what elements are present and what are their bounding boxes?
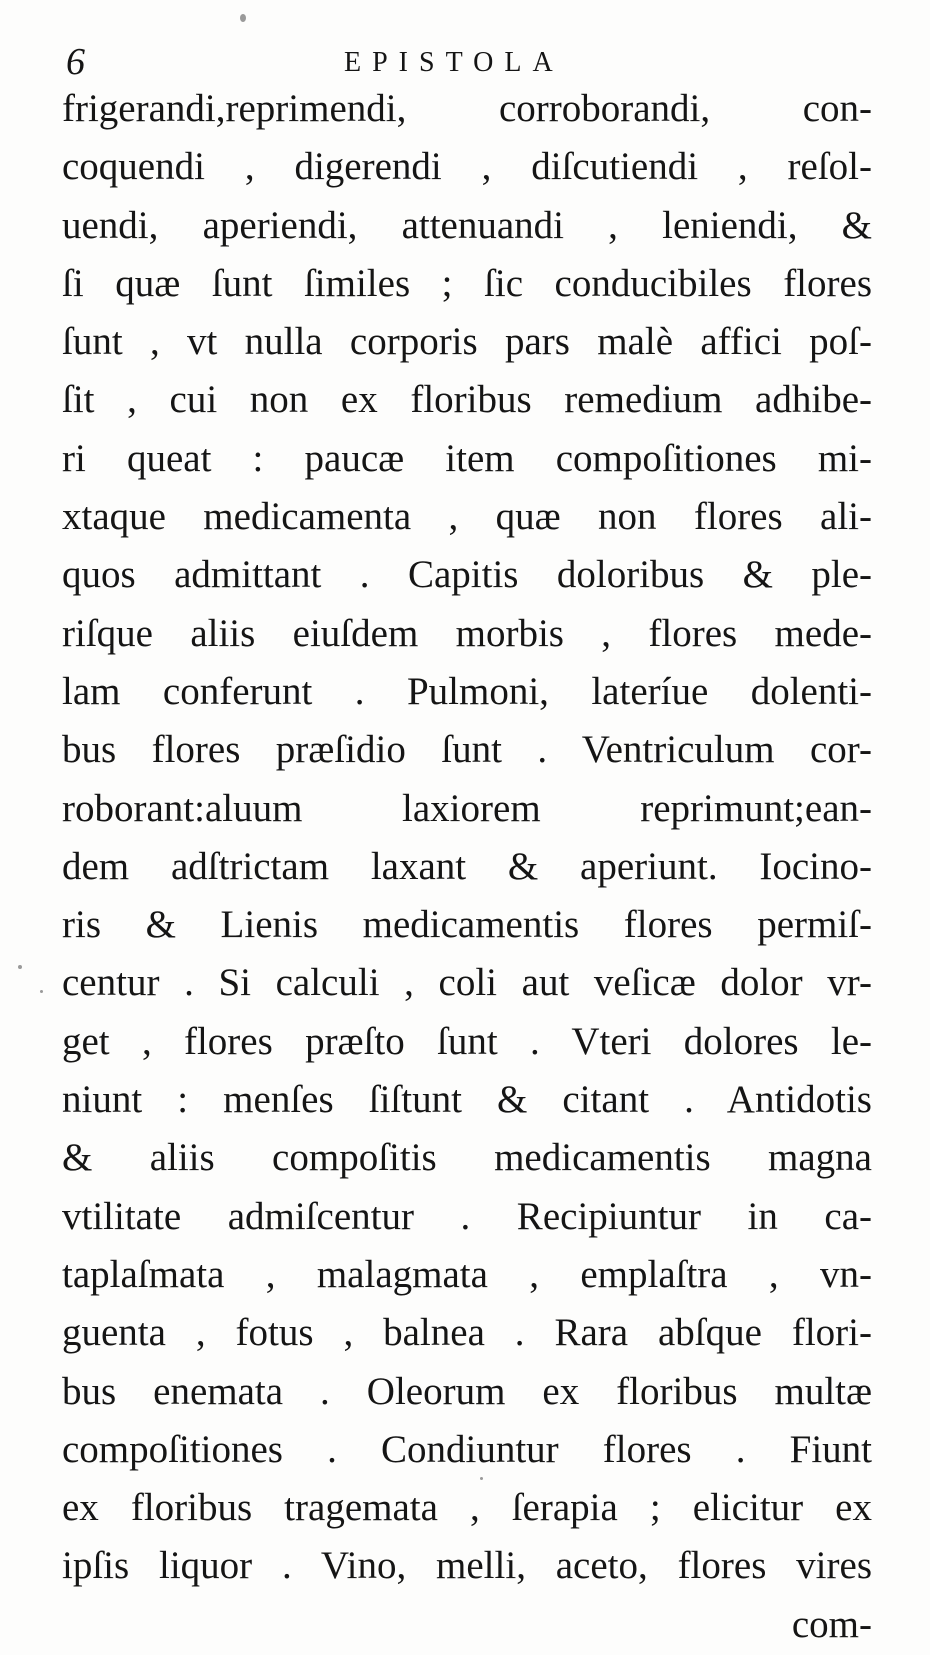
text-line: ri queat : paucæ item compoſitiones mi- bbox=[62, 436, 872, 480]
ink-speck bbox=[240, 14, 246, 22]
text-line: ſi quæ ſunt ſimiles ; ſic conducibiles flores bbox=[62, 261, 872, 305]
body-text bbox=[62, 80, 872, 1654]
text-line: get , flores præſto ſunt . Vteri dolores le- bbox=[62, 1019, 872, 1063]
text-line: guenta , fotus , balnea . Rara abſque flori- bbox=[62, 1311, 872, 1355]
text-line: centur . Si calculi , coli aut veſicæ dolor vr- bbox=[62, 961, 872, 1005]
text-line: dem adſtrictam laxant & aperiunt. Iocino- bbox=[62, 844, 872, 888]
text-line: uendi, aperiendi, attenuandi , leniendi, & bbox=[62, 203, 872, 247]
text-line: ipſis liquor . Vino, melli, aceto, flores vires bbox=[62, 1544, 872, 1588]
text-line: lam conferunt . Pulmoni, lateríue dolenti- bbox=[62, 669, 872, 713]
running-head bbox=[62, 42, 872, 82]
text-line: ſit , cui non ex floribus remedium adhibe- bbox=[62, 378, 872, 422]
text-line: taplaſmata , malagmata , emplaſtra , vn- bbox=[62, 1252, 872, 1296]
text-line: roborant:aluum laxiorem reprimunt;ean- bbox=[62, 786, 872, 830]
text-line: bus enemata . Oleorum ex floribus multæ bbox=[62, 1369, 872, 1413]
text-line: frigerandi,reprimendi, corroborandi, con- bbox=[62, 87, 872, 130]
catchword: com- bbox=[791, 1602, 872, 1646]
text-line: compoſitiones . Condiuntur flores . Fiunt bbox=[62, 1427, 872, 1471]
ink-speck bbox=[40, 990, 43, 993]
ink-speck bbox=[480, 1477, 483, 1480]
text-line: niunt : menſes ſiſtunt & citant . Antidotis bbox=[62, 1078, 872, 1122]
page-number: 6 bbox=[66, 41, 85, 83]
text-line: vtilitate admiſcentur . Recipiuntur in ca- bbox=[62, 1194, 872, 1238]
text-line: ſunt , vt nulla corporis pars malè affici poſ- bbox=[62, 320, 872, 364]
text-line: ris & Lienis medicamentis flores permiſ- bbox=[62, 903, 872, 947]
text-line: bus flores præſidio ſunt . Ventriculum cor- bbox=[62, 728, 872, 772]
text-line: quos admittant . Capitis doloribus & ple- bbox=[62, 553, 872, 597]
running-title: EPISTOLA bbox=[344, 47, 564, 78]
text-line: coquendi , digerendi , diſcutiendi , reſol- bbox=[62, 145, 872, 189]
text-line: xtaque medicamenta , quæ non flores ali- bbox=[62, 495, 872, 539]
ink-speck bbox=[18, 965, 22, 969]
text-line: & aliis compoſitis medicamentis magna bbox=[62, 1136, 872, 1180]
text-line: ex floribus tragemata , ſerapia ; elicitur ex bbox=[62, 1486, 872, 1530]
text-line: riſque aliis eiuſdem morbis , flores mede- bbox=[62, 611, 872, 655]
